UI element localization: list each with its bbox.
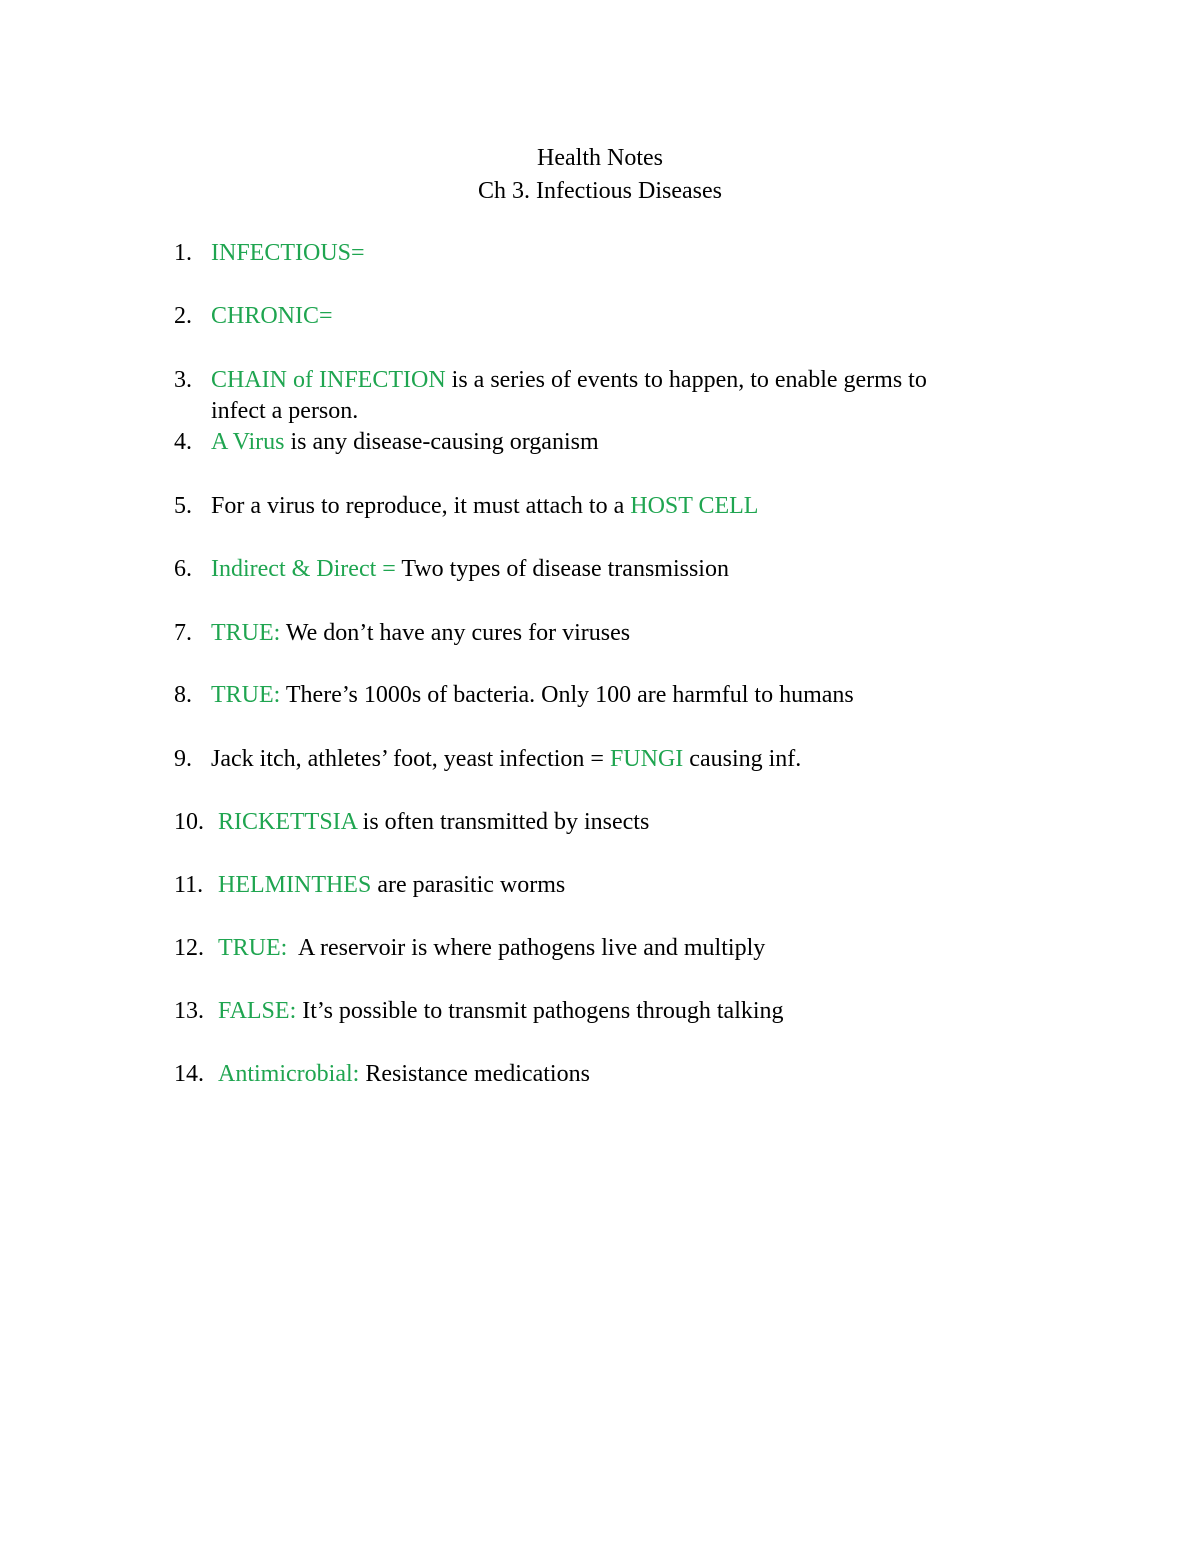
item-highlight: FALSE: <box>218 998 297 1024</box>
item-text: is a series of events to happen, to enable germs to <box>445 367 927 393</box>
list-item <box>174 365 1054 427</box>
item-text: Resistance medications <box>359 1061 590 1087</box>
item-number: 14. <box>174 1061 204 1087</box>
item-highlight: Indirect & Direct = <box>211 556 396 582</box>
item-text: is often transmitted by insects <box>356 809 650 835</box>
list-item <box>174 807 1054 838</box>
item-number: 1. <box>174 240 192 266</box>
item-number: 5. <box>174 493 192 519</box>
item-number: 11. <box>174 872 204 898</box>
item-highlight: INFECTIOUS= <box>211 240 365 266</box>
document-subtitle: Ch 3. Infectious Diseases <box>478 178 722 204</box>
list-item <box>174 238 1054 269</box>
item-highlight: CHRONIC= <box>211 303 333 329</box>
item-number: 4. <box>174 429 192 455</box>
item-number: 12. <box>174 935 204 961</box>
item-highlight: CHAIN of INFECTION <box>211 367 446 393</box>
item-number: 13. <box>174 998 204 1024</box>
document-title: Health Notes <box>537 145 663 171</box>
item-text: We don’t have any cures for viruses <box>280 620 631 646</box>
item-number: 3. <box>174 367 192 393</box>
item-highlight: HOST CELL <box>630 493 759 519</box>
list-item <box>174 1059 1054 1090</box>
list-item <box>174 870 1054 901</box>
item-highlight: TRUE: <box>211 682 281 708</box>
item-text: A reservoir is where pathogens live and multiply <box>287 935 766 961</box>
item-number: 10. <box>174 809 204 835</box>
item-number: 6. <box>174 556 192 582</box>
item-number: 8. <box>174 682 192 708</box>
item-text: Jack itch, athletes’ foot, yeast infection = <box>211 746 610 772</box>
item-highlight: HELMINTHES <box>218 872 372 898</box>
list-item <box>174 933 1054 964</box>
list-item <box>174 301 1054 332</box>
item-text-continued: infect a person. <box>211 398 359 424</box>
list-item <box>174 680 1054 711</box>
item-highlight: FUNGI <box>609 746 684 772</box>
item-text: It’s possible to transmit pathogens through talking <box>296 998 784 1024</box>
item-text: There’s 1000s of bacteria. Only 100 are harmful to humans <box>280 682 854 708</box>
item-number: 7. <box>174 620 192 646</box>
item-text: is any disease-causing organism <box>284 429 599 455</box>
item-text: For a virus to reproduce, it must attach to a <box>211 493 631 519</box>
item-text: are parasitic worms <box>371 872 566 898</box>
item-highlight: TRUE: <box>218 935 288 961</box>
item-text: Two types of disease transmission <box>395 556 729 582</box>
list-item <box>174 427 1054 458</box>
list-item <box>174 554 1054 585</box>
list-item <box>174 744 1054 775</box>
item-number: 9. <box>174 746 192 772</box>
item-text: causing inf. <box>683 746 802 772</box>
list-item <box>174 996 1054 1027</box>
item-highlight: A Virus <box>211 429 285 455</box>
list-item <box>174 491 1054 522</box>
item-highlight: RICKETTSIA <box>218 809 357 835</box>
list-item <box>174 618 1054 649</box>
item-number: 2. <box>174 303 192 329</box>
item-highlight: TRUE: <box>211 620 281 646</box>
item-highlight: Antimicrobial: <box>218 1061 360 1087</box>
